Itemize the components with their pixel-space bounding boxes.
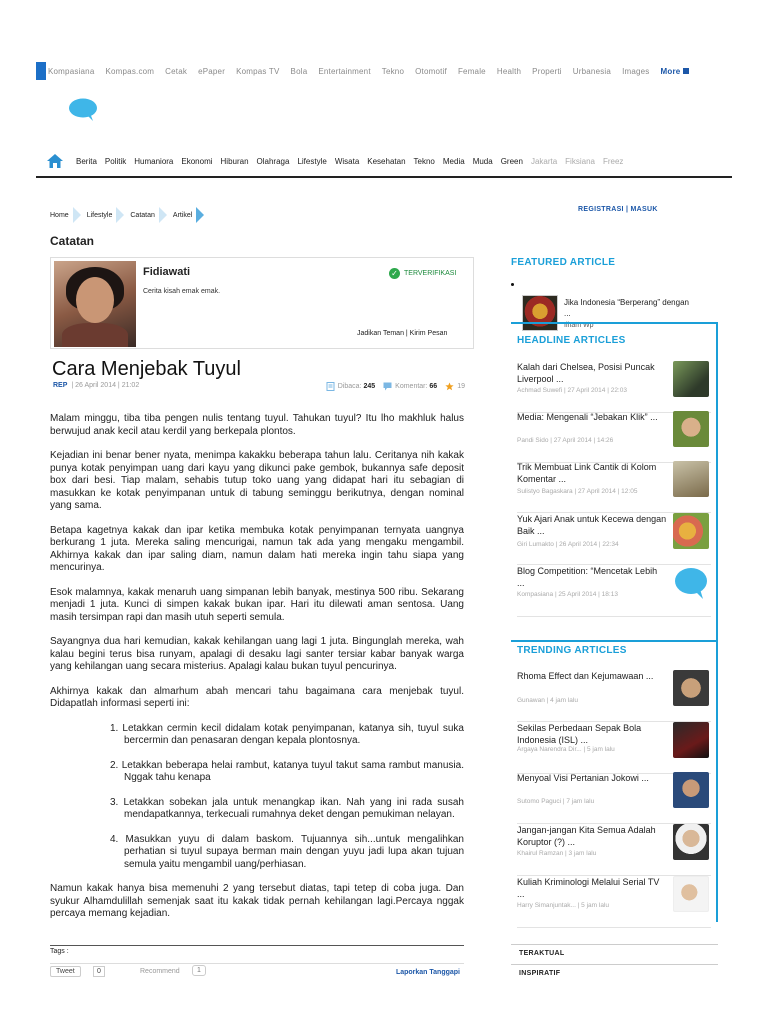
tags-label: Tags : — [50, 948, 69, 955]
headline-meta: Kompasiana | 25 April 2014 | 18:13 — [517, 591, 618, 598]
article-paragraph: Esok malamnya, kakak menaruh uang simpanan lebih banyak, mestinya 500 ribu. Sekarang menjadi 1 juta. Kunci di simpen kakak bukan ipar. Hari itu dilewati aman sentosa. Uang masih tersimpan rapi dan masih utuh seperti semula. — [50, 586, 464, 623]
report-reply-links[interactable]: Laporkan Tanggapi — [395, 969, 460, 976]
comment-label: Komentar: — [395, 383, 428, 390]
star-count: 19 — [457, 383, 465, 390]
cat-item-ekonomi[interactable]: Ekonomi — [181, 156, 213, 166]
cat-item-jakarta[interactable]: Jakarta — [530, 156, 558, 166]
trending-thumbnail[interactable] — [673, 876, 709, 912]
topnav-item-entertainment[interactable]: Entertainment — [318, 66, 371, 76]
cat-item-wisata[interactable]: Wisata — [334, 156, 360, 166]
list-item: 4. Masukkan yuyu di dalam baskom. Tujuannya sih...untuk mengalihkan perhatian si tuyul supaya berman main dengan yuyu jadi lupa akan tujuan semula yaitu mengambil uang/perhiasan. — [110, 833, 464, 870]
topnav-item-kompas-tv[interactable]: Kompas TV — [236, 66, 280, 76]
recommend-button[interactable]: Recommend — [140, 968, 180, 975]
author-avatar[interactable] — [54, 261, 136, 347]
headline-meta: Sulistyo Bagaskara | 27 April 2014 | 12:05 — [517, 488, 638, 495]
headline-title[interactable]: Blog Competition: “Mencetak Lebih ... — [517, 566, 658, 588]
article-body — [50, 413, 464, 933]
trending-title[interactable]: Kuliah Kriminologi Melalui Serial TV ... — [517, 877, 660, 899]
headline-item[interactable] — [517, 565, 711, 617]
article-paragraph: Kejadian ini benar bener nyata, menimpa kakakku beberapa tahun lalu. Ceritanya nih kakak punya kotak penyimpan uang dari kayu yang dikunci pake gembok, bukannya safe deposit box dari besi. Tiap malam, sehabis tutup toko uang yang didapat hari itu sebagian di masukkan ke kotak penyimpanan untuk di tabung seminggu berikutnya, dengan nominal yang sama. — [50, 450, 464, 511]
headline-item[interactable] — [517, 461, 711, 513]
article-title: Cara Menjebak Tuyul — [52, 358, 241, 380]
topnav-item-tekno[interactable]: Tekno — [381, 66, 405, 76]
topnav-item-health[interactable]: Health — [496, 66, 522, 76]
breadcrumb-lifestyle[interactable]: Lifestyle — [86, 211, 113, 219]
kompasiana-bubble-thumbnail-icon[interactable] — [673, 565, 709, 601]
tab-inspiratif[interactable]: INSPIRATIF — [511, 964, 718, 984]
trending-title[interactable]: Sekilas Perbedaan Sepak Bola Indonesia (ISL) ... — [517, 723, 642, 745]
article-paragraph: Sayangnya dua hari kemudian, kakak kehilangan uang lagi 1 juta. Bingunglah mereka, wah kalau begini terus bisa runyam, apalagi di desaku lagi santer tersiar kabar banyak warga yang kehilangan uang secara misterius. Apalagi kalau bukan tuyul pencurinya. — [50, 636, 464, 672]
breadcrumb-arrow-icon — [196, 207, 204, 223]
headline-item[interactable] — [517, 411, 711, 463]
breadcrumb-arrow-icon — [73, 207, 81, 223]
trending-thumbnail[interactable] — [673, 670, 709, 706]
headline-meta: Pandi Sido | 27 April 2014 | 14:26 — [517, 437, 614, 444]
author-card — [50, 257, 474, 349]
comment-icon[interactable] — [383, 382, 392, 391]
headline-title[interactable]: Kalah dari Chelsea, Posisi Puncak Liverpool ... — [517, 362, 655, 384]
trending-thumbnail[interactable] — [673, 772, 709, 808]
headline-thumbnail[interactable] — [673, 513, 709, 549]
article-meta — [53, 382, 465, 396]
headline-meta: Giri Lumakto | 26 April 2014 | 22:34 — [517, 541, 619, 548]
trending-thumbnail[interactable] — [673, 824, 709, 860]
cat-item-humaniora[interactable]: Humaniora — [134, 156, 174, 166]
breadcrumb-artikel: Artikel — [172, 211, 193, 219]
list-item: 1. Letakkan cermin kecil didalam kotak penyimpanan, katanya sih, tuyul suka bercermin dan penasaran dengan kepala plontosnya. — [110, 722, 464, 746]
topnav-item-kompasiana[interactable]: Kompasiana — [48, 66, 95, 76]
more-menu-button[interactable] — [661, 67, 690, 76]
cat-item-lifestyle[interactable]: Lifestyle — [297, 156, 327, 166]
trending-meta: Harry Simanjuntak... | 5 jam lalu — [517, 902, 609, 909]
trending-item[interactable] — [517, 670, 711, 722]
headline-heading: HEADLINE ARTICLES — [517, 335, 626, 346]
headline-title[interactable]: Yuk Ajari Anak untuk Kecewa dengan Baik ... — [517, 514, 667, 536]
featured-title[interactable]: Jika Indonesia “Berperang” dengan ... — [564, 298, 689, 318]
trending-item[interactable] — [517, 772, 711, 824]
section-title: Catatan — [50, 234, 95, 248]
topnav-item-kompas-com[interactable]: Kompas.com — [105, 66, 155, 76]
trending-heading: TRENDING ARTICLES — [517, 645, 627, 656]
trending-meta: Gunawan | 4 jam lalu — [517, 697, 578, 704]
topnav-item-cetak[interactable]: Cetak — [165, 66, 188, 76]
read-count-icon — [326, 382, 335, 391]
topnav-item-bola[interactable]: Bola — [290, 66, 308, 76]
recommend-count: 1 — [192, 965, 206, 976]
comment-count: 66 — [429, 383, 438, 390]
breadcrumb-home[interactable]: Home — [50, 211, 69, 219]
star-icon[interactable] — [445, 382, 454, 391]
breadcrumb-catatan[interactable]: Catatan — [130, 211, 155, 219]
cat-item-politik[interactable]: Politik — [104, 156, 127, 166]
trending-item[interactable] — [517, 876, 711, 928]
read-count: 245 — [363, 383, 376, 390]
headline-thumbnail[interactable] — [673, 461, 709, 497]
verified-badge — [389, 268, 456, 279]
trending-thumbnail[interactable] — [673, 722, 709, 758]
featured-author[interactable]: Ilham Wp — [564, 322, 594, 329]
tweet-count: 0 — [93, 966, 105, 977]
cat-item-fiksiana[interactable]: Fiksiana — [565, 156, 595, 166]
trending-item[interactable] — [517, 722, 711, 774]
chevron-down-icon — [683, 68, 689, 74]
headline-title[interactable]: Trik Membuat Link Cantik di Kolom Komentar ... — [517, 462, 657, 484]
kompas-logo-icon[interactable] — [36, 62, 46, 80]
cat-item-berita[interactable]: Berita — [76, 156, 97, 166]
article-paragraph: Malam minggu, tiba tiba pengen nulis tentang tuyul. Tahukan tuyul? Itu lho makhluk halus berwujud anak kecil atau kerdil yang berkepala plontos. — [50, 413, 464, 437]
kompasiana-bubble-logo-icon[interactable] — [68, 98, 98, 122]
tab-teraktual[interactable]: TERAKTUAL — [511, 944, 718, 964]
cat-item-green[interactable]: Green — [500, 156, 523, 166]
headline-item[interactable] — [517, 513, 711, 565]
share-row — [50, 963, 464, 979]
topnav-item-images[interactable]: Images — [622, 66, 650, 76]
article-paragraph: Betapa kagetnya kakak dan ipar ketika membuka kotak penyimpanan ternyata uangnya berkurang 1 juta. Mereka saling mencurigai, namun tak ada yang mengaku mengambil. Akhirnya kakak dan ipar saling diam, namun dalam hati mereka ingin tahu siapa yang mencurinya. — [50, 524, 464, 573]
trending-meta: Sutomo Paguci | 7 jam lalu — [517, 798, 595, 805]
article-date: | 26 April 2014 | 21:02 — [71, 382, 140, 389]
headline-item[interactable] — [517, 361, 711, 413]
article-list — [110, 723, 464, 872]
trending-item[interactable] — [517, 824, 711, 876]
cat-item-kesehatan[interactable]: Kesehatan — [367, 156, 406, 166]
trending-title[interactable]: Jangan-jangan Kita Semua Adalah Koruptor (?) ... — [517, 825, 656, 847]
tags-row — [50, 945, 464, 955]
category-nav — [36, 150, 732, 178]
cat-item-freez[interactable]: Freez — [602, 156, 624, 166]
list-item: 2. Letakkan beberapa helai rambut, katanya tuyul takut sama rambut manusia. Nggak tahu kenapa — [110, 759, 464, 783]
sidebar-tabs — [511, 944, 718, 984]
cat-item-tekno[interactable]: Tekno — [413, 156, 435, 166]
headline-thumbnail[interactable] — [673, 361, 709, 397]
check-icon: ✓ — [389, 268, 400, 279]
tweet-button[interactable]: Tweet — [50, 966, 81, 977]
trending-title[interactable]: Menyoal Visi Pertanian Jokowi ... — [517, 773, 649, 783]
rep-label: REP — [53, 382, 68, 389]
headline-title[interactable]: Media: Mengenali “Jebakan Klik” ... — [517, 412, 658, 422]
author-actions[interactable]: Jadikan Teman | Kirim Pesan — [357, 330, 448, 337]
breadcrumb-arrow-icon — [116, 207, 124, 223]
headline-thumbnail[interactable] — [673, 411, 709, 447]
article-paragraph: Namun kakak hanya bisa memenuhi 2 yang tersebut diatas, tapi tetep di coba juga. Dan syukur Alhamdulillah semenjak saat itu kakak tidak pernah kehilangan lagi.Percaya nggak percaya memang kejadian. — [50, 883, 464, 919]
topnav-item-epaper[interactable]: ePaper — [198, 66, 226, 76]
headline-meta: Achmad Suwefi | 27 April 2014 | 22:03 — [517, 387, 627, 394]
trending-meta: Argaya Narendra Dir... | 5 jam lalu — [517, 746, 615, 753]
article-paragraph: Akhirnya kakak dan almarhum abah mencari tahu bagaimana cara menjebak tuyul. Didapatlah informasi seperti ini: — [50, 685, 464, 709]
verified-label: TERVERIFIKASI — [404, 270, 457, 277]
breadcrumb — [50, 206, 210, 224]
home-icon[interactable] — [46, 153, 64, 169]
register-login-link[interactable]: REGISTRASI | MASUK — [578, 206, 658, 213]
breadcrumb-arrow-icon — [159, 207, 167, 223]
bullet — [511, 283, 514, 286]
cat-item-olahraga[interactable]: Olahraga — [256, 156, 290, 166]
topnav-item-urbanesia[interactable]: Urbanesia — [572, 66, 612, 76]
cat-item-hiburan[interactable]: Hiburan — [220, 156, 249, 166]
top-nav — [36, 62, 732, 80]
author-name[interactable]: Fidiawati — [143, 266, 191, 278]
more-label: More — [660, 66, 681, 76]
topnav-item-otomotif[interactable]: Otomotif — [415, 66, 447, 76]
cat-item-muda[interactable]: Muda — [472, 156, 493, 166]
author-bio: Cerita kisah emak emak. — [143, 288, 221, 295]
topnav-item-properti[interactable]: Properti — [532, 66, 562, 76]
cat-item-media[interactable]: Media — [442, 156, 465, 166]
featured-heading: FEATURED ARTICLE — [511, 257, 616, 268]
list-item: 3. Letakkan sobekan jala untuk menangkap ikan. Nah yang ini rada susah mendapatkannya, terkecuali rumahnya deket dengan pemukiman nelayan. — [110, 796, 464, 820]
trending-meta: Khairul Ramzan | 3 jam lalu — [517, 850, 597, 857]
trending-title[interactable]: Rhoma Effect dan Kejumawaan ... — [517, 671, 654, 681]
read-label: Dibaca: — [337, 383, 362, 390]
topnav-item-female[interactable]: Female — [457, 66, 486, 76]
